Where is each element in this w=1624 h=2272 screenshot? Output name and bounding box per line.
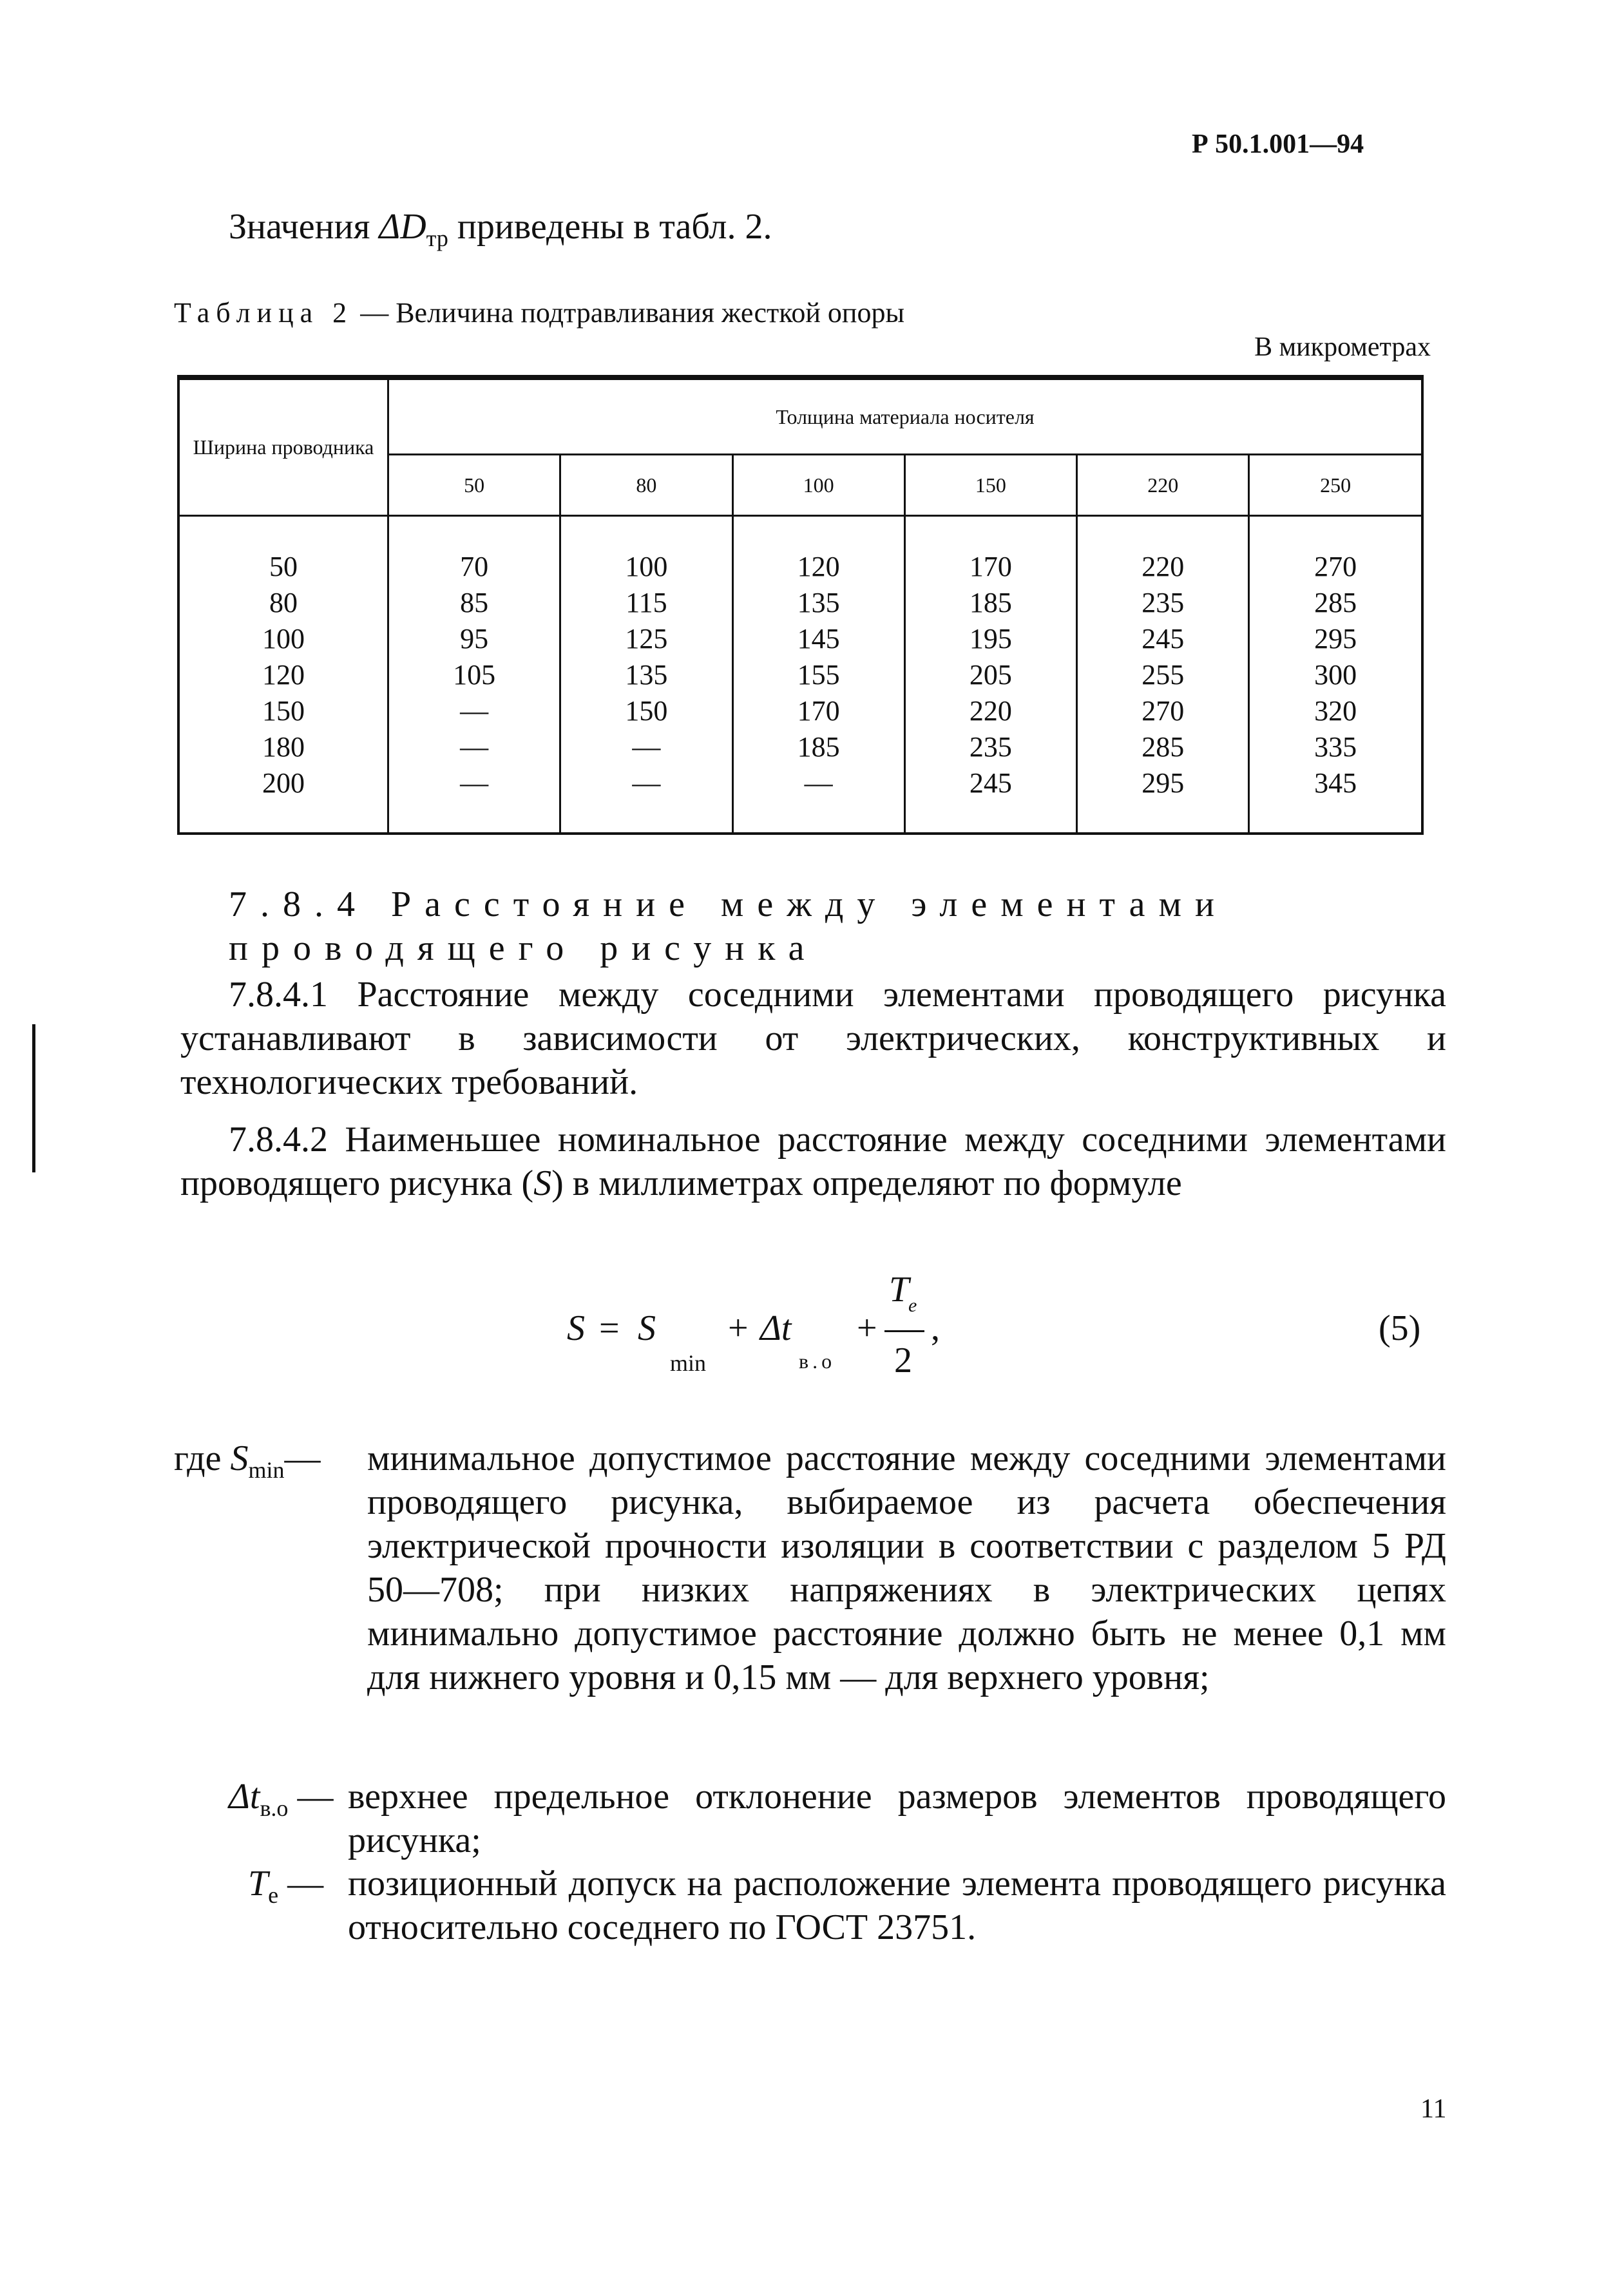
table-cell: 115 — [626, 587, 667, 618]
intro-symbol-sub: тр — [426, 225, 448, 251]
table-cell: 270 — [1314, 551, 1357, 582]
def-symbol-sub: e — [268, 1882, 279, 1908]
table-cell: 220 — [969, 695, 1012, 727]
definition-text: позиционный допуск на расположение элемента проводящего рисунка относительно соседнего по ГОСТ 23751. — [348, 1864, 1446, 1947]
paragraph-7-8-4-1: 7.8.4.1 Расстояние между соседними элементами проводящего рисунка устанавливают в зависимости от электрических, конструктивных и технологических требований. — [180, 975, 1446, 1102]
table-cell: 170 — [969, 551, 1012, 582]
table-cell: 195 — [969, 623, 1012, 654]
intro-line — [229, 206, 772, 252]
table-cell: 235 — [969, 731, 1012, 763]
table-cell: 255 — [1142, 659, 1185, 691]
p2-before: 7.8.4.2 Наименьшее номинальное расстояние между соседними элементами проводящего рисунка ( — [180, 1120, 1446, 1203]
definition-term — [174, 1437, 321, 1492]
column-header: 100 — [732, 455, 904, 516]
intro-before: Значения — [229, 207, 379, 247]
table-cell: 155 — [797, 659, 840, 691]
table-cell: 70 — [460, 551, 489, 582]
value-column — [1077, 516, 1249, 834]
value-column — [560, 516, 732, 834]
table-cell: 100 — [625, 551, 668, 582]
intro-symbol: ΔD — [379, 207, 426, 247]
column-header: 80 — [560, 455, 732, 516]
width-value: 100 — [262, 623, 305, 654]
intro-after: приведены в табл. 2. — [448, 207, 772, 247]
table-cell: 220 — [1142, 551, 1185, 582]
table-cell: 295 — [1142, 767, 1185, 799]
formula-dt-sub: в.о — [799, 1350, 836, 1373]
p2-after: ) в миллиметрах определяют по формуле — [551, 1163, 1182, 1203]
table-cell: 285 — [1142, 731, 1185, 763]
definition-text: верхнее предельное отклонение размеров элементов проводящего рисунка; — [348, 1777, 1446, 1860]
page-number: 11 — [1420, 2094, 1447, 2124]
table-cell: — — [460, 731, 489, 763]
scan-edge-mark — [32, 1024, 35, 1172]
data-table — [177, 375, 1424, 835]
table-cell: 335 — [1314, 731, 1357, 763]
group-header: Толщина материала носителя — [388, 377, 1423, 455]
table-cell: 150 — [625, 695, 668, 727]
table-units: В микрометрах — [1254, 332, 1431, 362]
table-cell: 125 — [625, 623, 668, 654]
table-cell: 345 — [1314, 767, 1357, 799]
value-column — [732, 516, 904, 834]
table-cell: 95 — [460, 623, 489, 654]
table-cell: 320 — [1314, 695, 1357, 727]
table-cell: 295 — [1314, 623, 1357, 654]
table-cell: 185 — [969, 587, 1012, 618]
def-symbol-sub: min — [248, 1457, 285, 1483]
width-value: 200 — [262, 767, 305, 799]
def-dash: — — [287, 1864, 324, 1904]
def-symbol: S — [230, 1438, 249, 1478]
value-column — [388, 516, 560, 834]
def-symbol-sub: в.о — [260, 1795, 289, 1821]
table-cell: — — [632, 731, 661, 763]
p2-symbol: S — [533, 1163, 552, 1203]
table-cell: — — [460, 695, 489, 727]
formula-num: T — [889, 1270, 910, 1310]
document-code: Р 50.1.001—94 — [1192, 129, 1364, 159]
formula-eq: = — [599, 1308, 620, 1348]
column-header: 150 — [904, 455, 1076, 516]
width-value: 120 — [262, 659, 305, 691]
table-cell: 300 — [1314, 659, 1357, 691]
column-header: 250 — [1249, 455, 1422, 516]
table-title: — Величина подтравливания жесткой опоры — [353, 297, 905, 329]
table-cell: 135 — [797, 587, 840, 618]
formula-plus-1: + — [728, 1308, 749, 1348]
formula-number: (5) — [1379, 1308, 1421, 1348]
table-cell: 170 — [797, 695, 840, 727]
width-value: 180 — [262, 731, 305, 763]
column-header: 220 — [1077, 455, 1249, 516]
formula-s: S — [638, 1308, 656, 1348]
def-symbol: T — [248, 1864, 269, 1904]
def-dash: — — [297, 1777, 334, 1817]
table-body-row — [178, 516, 1422, 834]
table-cell: 105 — [453, 659, 496, 691]
formula-lhs: S — [567, 1308, 585, 1348]
table-cell: 135 — [625, 659, 668, 691]
table-cell: — — [804, 767, 833, 799]
formula-num-sub: e — [908, 1295, 917, 1316]
width-value: 80 — [269, 587, 298, 618]
value-column — [904, 516, 1076, 834]
row-header: Ширина проводника — [178, 377, 388, 516]
table-cell: 120 — [797, 551, 840, 582]
table-cell: 185 — [797, 731, 840, 763]
table-cell: — — [632, 767, 661, 799]
value-column — [1249, 516, 1422, 834]
formula-s-sub: min — [670, 1350, 707, 1376]
def-dash: — — [284, 1438, 321, 1478]
width-value: 150 — [262, 695, 305, 727]
def-prefix: где — [174, 1438, 231, 1478]
definition-term — [229, 1775, 333, 1830]
width-column — [178, 516, 388, 834]
column-header: 50 — [388, 455, 560, 516]
table-cell: 270 — [1142, 695, 1185, 727]
table-cell: 85 — [460, 587, 489, 618]
definition-text: минимальное допустимое расстояние между соседними элементами проводящего рисунка, выбираемое из расчета обеспечения электрической прочности изоляции в соответствии с разделом 5 РД 50—708; при низких напряжениях в электрических цепях минимально допустимое расстояние должно быть не менее 0,1 мм для нижнего уровня и 0,15 мм — для верхнего уровня; — [367, 1438, 1446, 1697]
table-label: Таблица 2 — [174, 297, 354, 329]
width-value: 50 — [269, 551, 298, 582]
table-cell: 145 — [797, 623, 840, 654]
formula-den: 2 — [894, 1341, 912, 1380]
formula-dt: Δt — [760, 1308, 792, 1348]
formula-comma: , — [931, 1308, 940, 1348]
table-cell: 285 — [1314, 587, 1357, 618]
table-cell: 245 — [1142, 623, 1185, 654]
definition-term — [248, 1862, 323, 1917]
table-cell: 235 — [1142, 587, 1185, 618]
table-cell: 245 — [969, 767, 1012, 799]
table-cell: 205 — [969, 659, 1012, 691]
table-cell: — — [460, 767, 489, 799]
def-symbol: Δt — [229, 1777, 260, 1817]
formula — [567, 1269, 953, 1398]
paragraph-7-8-4-2 — [180, 1118, 1446, 1205]
section-heading: 7.8.4 Расстояние между элементами проводящего рисунка — [229, 884, 1228, 968]
fraction-bar — [884, 1330, 924, 1332]
formula-plus-2: + — [857, 1308, 877, 1348]
table-caption — [174, 296, 904, 329]
